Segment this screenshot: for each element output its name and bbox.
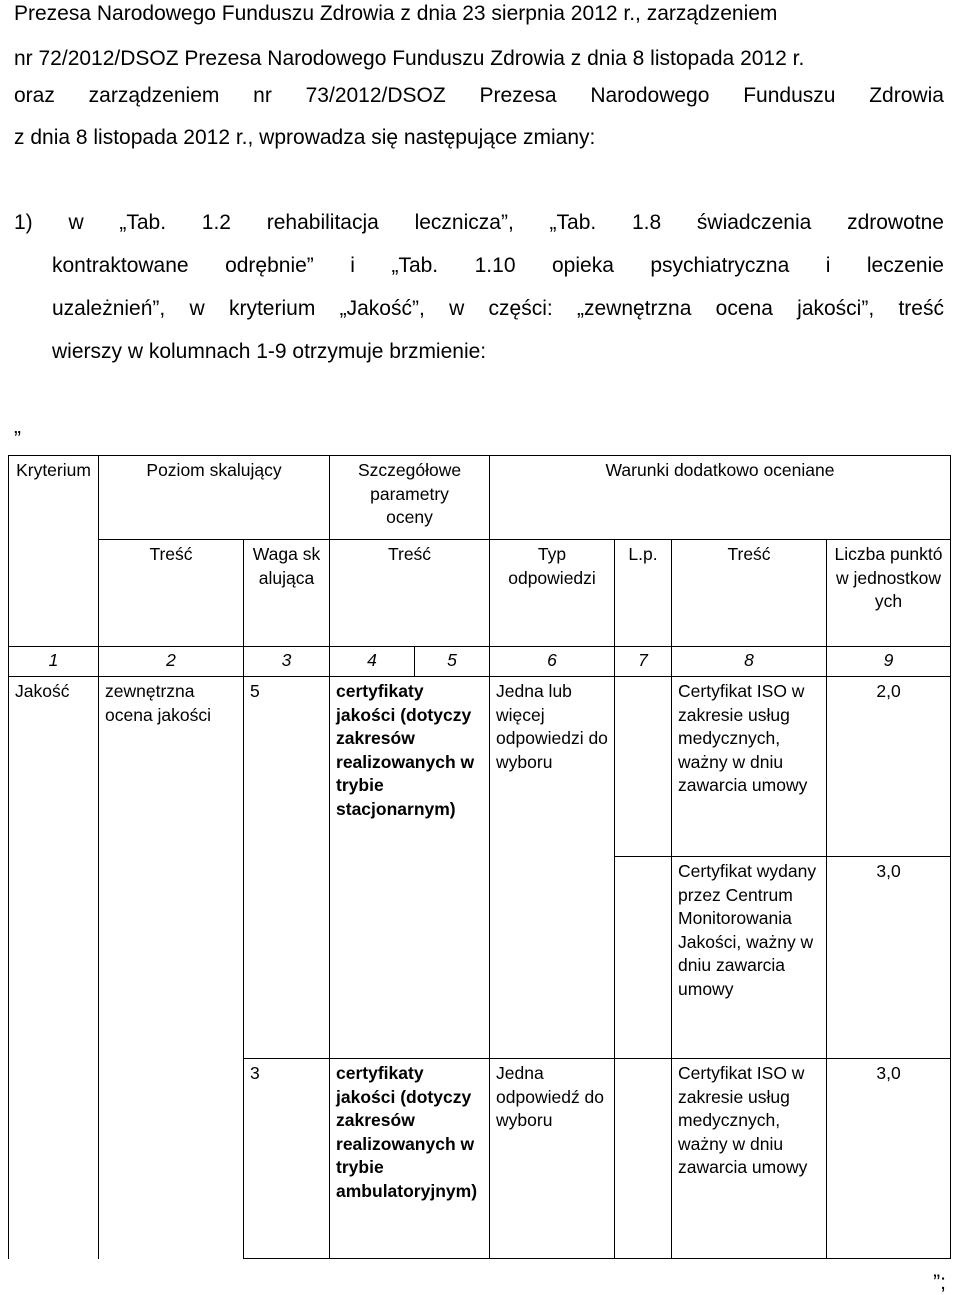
word: w — [189, 297, 205, 320]
word: zarządzeniem — [88, 84, 220, 107]
word: w — [68, 211, 84, 234]
item1-line-1 — [14, 211, 944, 235]
typ-value-1: Jedna lub więcej odpowiedzi do wyboru — [490, 677, 615, 1059]
warunek-tresc: Certyfikat ISO w zakresie usług medycznych, ważny w dniu zawarcia umowy — [672, 1059, 827, 1259]
word: Funduszu — [743, 84, 836, 107]
word: zdrowotne — [847, 211, 944, 234]
col-number: 1 — [9, 647, 99, 677]
header-waga: Waga skalująca — [244, 540, 330, 647]
item1-line-4: wierszy w kolumnach 1-9 otrzymuje brzmienie: — [52, 340, 487, 363]
lp-value — [615, 857, 672, 1059]
typ-value-2: Jedna odpowiedź do wyboru — [490, 1059, 615, 1259]
word: Prezesa — [479, 84, 557, 107]
header-poziom: Poziom skalujący — [99, 456, 330, 540]
word: rehabilitacja — [266, 211, 379, 234]
word: nr — [253, 84, 272, 107]
intro-line-2: nr 72/2012/DSOZ Prezesa Narodowego Funduszu Zdrowia z dnia 8 listopada 2012 r. — [14, 47, 805, 70]
header-lp: L.p. — [615, 540, 672, 647]
tresc-value-1: certyfikaty jakości (dotyczy zakresów realizowanych w trybie stacjonarnym) — [330, 677, 490, 1059]
lp-value — [615, 677, 672, 857]
word: części: — [488, 297, 553, 320]
word: 1.8 — [631, 211, 662, 234]
intro-line-3 — [14, 84, 944, 108]
col-number: 6 — [490, 647, 615, 677]
item1-line-2 — [52, 254, 944, 278]
col-number: 9 — [827, 647, 951, 677]
word: „Tab. — [391, 254, 439, 277]
warunek-tresc: Certyfikat ISO w zakresie usług medycznych, ważny w dniu zawarcia umowy — [672, 677, 827, 857]
header-tresc-2: Treść — [330, 540, 490, 647]
word: w — [449, 297, 465, 320]
punkty-value: 3,0 — [827, 1059, 951, 1259]
tresc-value-2: certyfikaty jakości (dotyczy zakresów realizowanych w trybie ambulatoryjnym) — [330, 1059, 490, 1259]
column-numbers-row — [9, 647, 951, 677]
word: lecznicza”, — [414, 211, 514, 234]
header-kryterium: Kryterium — [9, 456, 99, 647]
waga-value-1: 5 — [244, 677, 330, 1059]
close-mark: ”; — [933, 1271, 946, 1294]
poziom-value: zewnętrzna ocena jakości — [99, 677, 244, 1259]
word: treść — [898, 297, 944, 320]
col-number: 7 — [615, 647, 672, 677]
word: i — [350, 254, 355, 277]
intro-line-1: Prezesa Narodowego Funduszu Zdrowia z dnia 23 sierpnia 2012 r., zarządzeniem — [14, 2, 778, 25]
word: kontraktowane — [52, 254, 189, 277]
col-number: 5 — [415, 647, 490, 677]
word: „Jakość”, — [339, 297, 425, 320]
item1-line-3 — [52, 297, 944, 321]
col-number: 3 — [244, 647, 330, 677]
header-tresc-1: Treść — [99, 540, 244, 647]
punkty-value: 2,0 — [827, 677, 951, 857]
header-tresc-3: Treść — [672, 540, 827, 647]
intro-line-4: z dnia 8 listopada 2012 r., wprowadza się następujące zmiany: — [14, 126, 596, 149]
lp-value — [615, 1059, 672, 1259]
criteria-table — [8, 455, 951, 1259]
word: oraz — [14, 84, 55, 107]
word: 1.2 — [201, 211, 231, 234]
kryterium-value: Jakość — [9, 677, 99, 1259]
col-number: 4 — [330, 647, 415, 677]
header-typ: Typ odpowiedzi — [490, 540, 615, 647]
open-quote: „ — [14, 415, 21, 438]
header-warunki: Warunki dodatkowo oceniane — [490, 456, 951, 540]
table-row — [9, 677, 951, 857]
word: opieka — [551, 254, 614, 277]
word: 1) — [14, 211, 33, 234]
word: „zewnętrzna — [576, 297, 692, 320]
word: Narodowego — [590, 84, 710, 107]
word: leczenie — [866, 254, 944, 277]
word: kryterium — [228, 297, 316, 320]
header-szczegolowe: Szczegółowe parametry oceny — [330, 456, 490, 540]
waga-value-2: 3 — [244, 1059, 330, 1259]
word: ocena — [715, 297, 773, 320]
word: i — [825, 254, 831, 277]
header-liczba: Liczba punktów jednostkowych — [827, 540, 951, 647]
word: uzależnień”, — [52, 297, 166, 320]
word: świadczenia — [696, 211, 812, 234]
word: 1.10 — [474, 254, 516, 277]
punkty-value: 3,0 — [827, 857, 951, 1059]
col-number: 8 — [672, 647, 827, 677]
word: psychiatryczna — [650, 254, 790, 277]
word: Zdrowia — [869, 84, 944, 107]
word: „Tab. — [549, 211, 597, 234]
word: „Tab. — [119, 211, 167, 234]
word: jakości”, — [797, 297, 875, 320]
col-number: 2 — [99, 647, 244, 677]
word: 73/2012/DSOZ — [305, 84, 446, 107]
warunek-tresc: Certyfikat wydany przez Centrum Monitorowania Jakości, ważny w dniu zawarcia umowy — [672, 857, 827, 1059]
word: odrębnie” — [225, 254, 314, 277]
